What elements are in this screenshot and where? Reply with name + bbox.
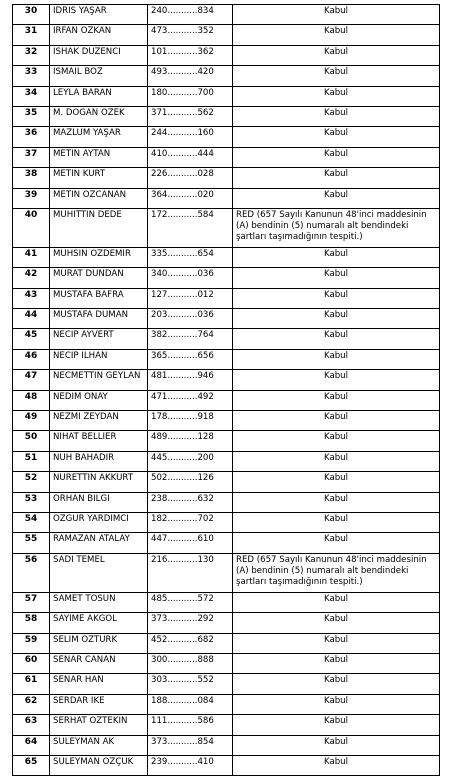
person-name: ISMAIL BOZ — [50, 66, 148, 86]
row-number: 47 — [13, 370, 50, 390]
person-name: MUHITTIN DEDE — [50, 208, 148, 247]
table-row — [13, 329, 440, 349]
table-row — [13, 309, 440, 329]
table-row — [13, 268, 440, 288]
table-row — [13, 45, 440, 65]
table-row — [13, 512, 440, 532]
person-name: METIN OZCANAN — [50, 188, 148, 208]
row-number: 48 — [13, 390, 50, 410]
person-name: ORHAN BILGI — [50, 492, 148, 512]
row-number: 64 — [13, 735, 50, 755]
id-number: 445...........200 — [148, 451, 233, 471]
person-name: NEZMI ZEYDAN — [50, 411, 148, 431]
person-name: LEYLA BARAN — [50, 86, 148, 106]
person-name: MUSTAFA DUMAN — [50, 309, 148, 329]
row-number: 49 — [13, 411, 50, 431]
row-number: 39 — [13, 188, 50, 208]
result-status: Kabul — [233, 512, 440, 532]
table-row — [13, 349, 440, 369]
id-number: 365...........656 — [148, 349, 233, 369]
result-status: Kabul — [233, 411, 440, 431]
row-number: 50 — [13, 431, 50, 451]
row-number: 63 — [13, 715, 50, 735]
person-name: IDRIS YAŞAR — [50, 5, 148, 25]
table-row — [13, 188, 440, 208]
table-row — [13, 147, 440, 167]
id-number: 335...........654 — [148, 247, 233, 267]
table-row — [13, 715, 440, 735]
id-number: 101...........362 — [148, 45, 233, 65]
person-name: MURAT DUNDAN — [50, 268, 148, 288]
row-number: 62 — [13, 694, 50, 714]
result-status: Kabul — [233, 309, 440, 329]
id-number: 300...........888 — [148, 653, 233, 673]
id-number: 178...........918 — [148, 411, 233, 431]
id-number: 216...........130 — [148, 553, 233, 592]
person-name: NECIP AYVERT — [50, 329, 148, 349]
result-status: Kabul — [233, 66, 440, 86]
table-row — [13, 288, 440, 308]
person-name: SULEYMAN AK — [50, 735, 148, 755]
id-number: 182...........702 — [148, 512, 233, 532]
row-number: 45 — [13, 329, 50, 349]
id-number: 244...........160 — [148, 127, 233, 147]
id-number: 485...........572 — [148, 592, 233, 612]
person-name: SENAR HAN — [50, 674, 148, 694]
result-status: Kabul — [233, 592, 440, 612]
row-number: 44 — [13, 309, 50, 329]
person-name: METIN AYTAN — [50, 147, 148, 167]
result-status: Kabul — [233, 188, 440, 208]
person-name: NEDIM ONAY — [50, 390, 148, 410]
person-name: NIHAT BELLIER — [50, 431, 148, 451]
person-name: IRFAN OZKAN — [50, 25, 148, 45]
result-status: Kabul — [233, 45, 440, 65]
table-row — [13, 694, 440, 714]
id-number: 180...........700 — [148, 86, 233, 106]
id-number: 447...........610 — [148, 533, 233, 553]
id-number: 239...........410 — [148, 755, 233, 775]
row-number: 40 — [13, 208, 50, 247]
result-status: Kabul — [233, 492, 440, 512]
row-number: 37 — [13, 147, 50, 167]
person-name: M. DOGAN OZEK — [50, 106, 148, 126]
id-number: 340...........036 — [148, 268, 233, 288]
row-number: 31 — [13, 25, 50, 45]
table-row — [13, 66, 440, 86]
table-row — [13, 653, 440, 673]
person-name: RAMAZAN ATALAY — [50, 533, 148, 553]
person-name: MUSTAFA BAFRA — [50, 288, 148, 308]
id-number: 188...........084 — [148, 694, 233, 714]
result-status: Kabul — [233, 694, 440, 714]
result-status: Kabul — [233, 472, 440, 492]
id-number: 203...........036 — [148, 309, 233, 329]
id-number: 240...........834 — [148, 5, 233, 25]
table-row — [13, 472, 440, 492]
result-status: Kabul — [233, 653, 440, 673]
table-row — [13, 492, 440, 512]
table-row — [13, 431, 440, 451]
result-status: Kabul — [233, 370, 440, 390]
table-row — [13, 370, 440, 390]
person-name: NECIP ILHAN — [50, 349, 148, 369]
id-number: 452...........682 — [148, 633, 233, 653]
row-number: 65 — [13, 755, 50, 775]
id-number: 502...........126 — [148, 472, 233, 492]
row-number: 41 — [13, 247, 50, 267]
row-number: 36 — [13, 127, 50, 147]
row-number: 35 — [13, 106, 50, 126]
id-number: 226...........028 — [148, 168, 233, 188]
result-status: Kabul — [233, 613, 440, 633]
person-name: SERHAT OZTEKIN — [50, 715, 148, 735]
result-status: Kabul — [233, 147, 440, 167]
id-number: 473...........352 — [148, 25, 233, 45]
result-status: Kabul — [233, 674, 440, 694]
row-number: 53 — [13, 492, 50, 512]
row-number: 55 — [13, 533, 50, 553]
result-status: Kabul — [233, 431, 440, 451]
result-status: Kabul — [233, 755, 440, 775]
table-row — [13, 553, 440, 592]
table-row — [13, 633, 440, 653]
table-row — [13, 674, 440, 694]
row-number: 46 — [13, 349, 50, 369]
result-status: Kabul — [233, 735, 440, 755]
table-row — [13, 411, 440, 431]
person-name: SAMET TOSUN — [50, 592, 148, 612]
row-number: 32 — [13, 45, 50, 65]
table-row — [13, 390, 440, 410]
row-number: 42 — [13, 268, 50, 288]
table-row — [13, 735, 440, 755]
table-row — [13, 25, 440, 45]
person-name: SELIM OZTURK — [50, 633, 148, 653]
id-number: 373...........292 — [148, 613, 233, 633]
row-number: 56 — [13, 553, 50, 592]
result-status: Kabul — [233, 390, 440, 410]
row-number: 57 — [13, 592, 50, 612]
result-status: Kabul — [233, 25, 440, 45]
person-name: NUH BAHADIR — [50, 451, 148, 471]
table-row — [13, 106, 440, 126]
id-number: 303...........552 — [148, 674, 233, 694]
result-status: Kabul — [233, 5, 440, 25]
table-row — [13, 613, 440, 633]
row-number: 33 — [13, 66, 50, 86]
person-name: NECMETTIN GEYLAN — [50, 370, 148, 390]
result-status: Kabul — [233, 86, 440, 106]
result-status: Kabul — [233, 127, 440, 147]
result-status: Kabul — [233, 451, 440, 471]
id-number: 364...........020 — [148, 188, 233, 208]
person-name: SENAR CANAN — [50, 653, 148, 673]
id-number: 373...........854 — [148, 735, 233, 755]
result-status: Kabul — [233, 247, 440, 267]
result-status: Kabul — [233, 106, 440, 126]
result-status: Kabul — [233, 268, 440, 288]
id-number: 471...........492 — [148, 390, 233, 410]
person-name: SULEYMAN OZÇUK — [50, 755, 148, 775]
person-name: METIN KURT — [50, 168, 148, 188]
id-number: 481...........946 — [148, 370, 233, 390]
applicant-results-table — [12, 4, 440, 776]
table-row — [13, 127, 440, 147]
result-status: RED (657 Sayılı Kanunun 48'inci maddesinin (A) bendinin (5) numaralı alt bendindeki şartları taşımadığının tespiti.) — [233, 208, 440, 247]
id-number: 111...........586 — [148, 715, 233, 735]
table-row — [13, 208, 440, 247]
table-row — [13, 247, 440, 267]
person-name: MAZLUM YAŞAR — [50, 127, 148, 147]
table-row — [13, 592, 440, 612]
result-status: Kabul — [233, 533, 440, 553]
person-name: SADI TEMEL — [50, 553, 148, 592]
id-number: 493...........420 — [148, 66, 233, 86]
row-number: 59 — [13, 633, 50, 653]
person-name: NURETTIN AKKURT — [50, 472, 148, 492]
result-status: Kabul — [233, 715, 440, 735]
result-status: RED (657 Sayılı Kanunun 48'inci maddesinin (A) bendinin (5) numaralı alt bendindeki şartları taşımadığının tespiti.) — [233, 553, 440, 592]
person-name: OZGUR YARDIMCI — [50, 512, 148, 532]
table-row — [13, 755, 440, 775]
table-row — [13, 533, 440, 553]
person-name: MUHSIN OZDEMIR — [50, 247, 148, 267]
id-number: 371...........562 — [148, 106, 233, 126]
row-number: 60 — [13, 653, 50, 673]
row-number: 38 — [13, 168, 50, 188]
table-row — [13, 86, 440, 106]
person-name: ISHAK DUZENCI — [50, 45, 148, 65]
result-status: Kabul — [233, 349, 440, 369]
row-number: 30 — [13, 5, 50, 25]
id-number: 382...........764 — [148, 329, 233, 349]
person-name: SAYIME AKGOL — [50, 613, 148, 633]
result-status: Kabul — [233, 329, 440, 349]
person-name: SERDAR IKE — [50, 694, 148, 714]
id-number: 172...........584 — [148, 208, 233, 247]
row-number: 52 — [13, 472, 50, 492]
table-row — [13, 451, 440, 471]
id-number: 238...........632 — [148, 492, 233, 512]
id-number: 127...........012 — [148, 288, 233, 308]
result-status: Kabul — [233, 633, 440, 653]
id-number: 410...........444 — [148, 147, 233, 167]
row-number: 34 — [13, 86, 50, 106]
result-status: Kabul — [233, 288, 440, 308]
table-body — [13, 5, 440, 776]
row-number: 54 — [13, 512, 50, 532]
row-number: 61 — [13, 674, 50, 694]
table-row — [13, 168, 440, 188]
row-number: 43 — [13, 288, 50, 308]
row-number: 51 — [13, 451, 50, 471]
id-number: 489...........128 — [148, 431, 233, 451]
row-number: 58 — [13, 613, 50, 633]
result-status: Kabul — [233, 168, 440, 188]
table-row — [13, 5, 440, 25]
